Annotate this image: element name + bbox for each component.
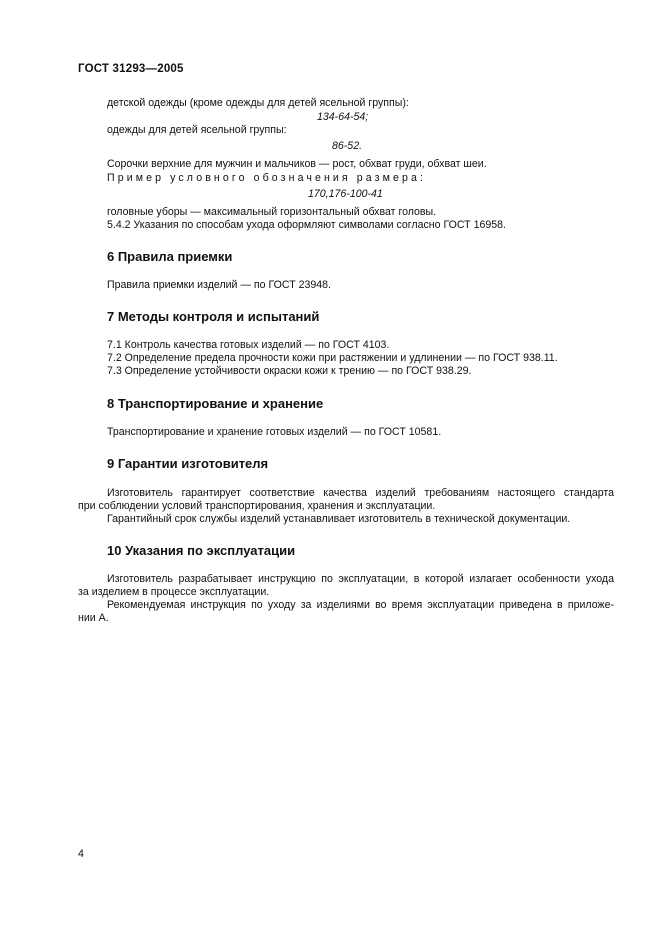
- clause-7-1: 7.1 Контроль качества готовых изделий — по ГОСТ 4103.: [107, 339, 390, 351]
- section-9-para-2: Гарантийный срок службы изделий устанавливает изготовитель в технической документации.: [107, 513, 571, 525]
- section-6-heading: 6 Правила приемки: [107, 249, 233, 264]
- clause-7-3: 7.3 Определение устойчивости окраски кожи к трению — по ГОСТ 938.29.: [107, 365, 472, 377]
- section-10-para-2-line-2: нии А.: [78, 612, 109, 624]
- size-code-example: 170,176-100-41: [308, 188, 383, 200]
- document-header: ГОСТ 31293—2005: [78, 63, 184, 75]
- section-6-line: Правила приемки изделий — по ГОСТ 23948.: [107, 279, 332, 291]
- intro-line-nursery-clothing: одежды для детей ясельной группы:: [107, 124, 287, 136]
- intro-line-shirts: Сорочки верхние для мужчин и мальчиков — рост, обхват груди, обхват шеи.: [107, 158, 487, 170]
- section-9-para-1-line-1: Изготовитель гарантирует соответствие качества изделий требованиям настоящего стандарта: [107, 487, 614, 499]
- section-8-heading: 8 Транспортирование и хранение: [107, 396, 324, 411]
- section-9-heading: 9 Гарантии изготовителя: [107, 456, 269, 471]
- section-7-heading: 7 Методы контроля и испытаний: [107, 309, 320, 324]
- section-8-line: Транспортирование и хранение готовых изделий — по ГОСТ 10581.: [107, 426, 442, 438]
- clause-5-4-2: 5.4.2 Указания по способам ухода оформляют символами согласно ГОСТ 16958.: [107, 219, 506, 231]
- size-code-children: 134-64-54;: [317, 111, 369, 123]
- section-10-para-1-line-2: за изделием в процессе эксплуатации.: [78, 586, 270, 598]
- section-10-para-2-line-1: Рекомендуемая инструкция по уходу за изделиями во время эксплуатации приведена в приложе-: [107, 599, 614, 611]
- page-number: 4: [78, 848, 84, 860]
- intro-line-headwear: головные уборы — максимальный горизонтальный обхват головы.: [107, 206, 437, 218]
- section-10-heading: 10 Указания по эксплуатации: [107, 543, 296, 558]
- intro-line-children-clothing: детской одежды (кроме одежды для детей ясельной группы):: [107, 97, 409, 109]
- example-label: Пример условного обозначения размера:: [107, 172, 427, 184]
- clause-7-2: 7.2 Определение предела прочности кожи при растяжении и удлинении — по ГОСТ 938.11.: [107, 352, 558, 364]
- size-code-nursery: 86-52.: [332, 140, 363, 152]
- section-9-para-1-line-2: при соблюдении условий транспортирования, хранения и эксплуатации.: [78, 500, 436, 512]
- section-10-para-1-line-1: Изготовитель разрабатывает инструкцию по эксплуатации, в которой излагает особенности ухода: [107, 573, 614, 585]
